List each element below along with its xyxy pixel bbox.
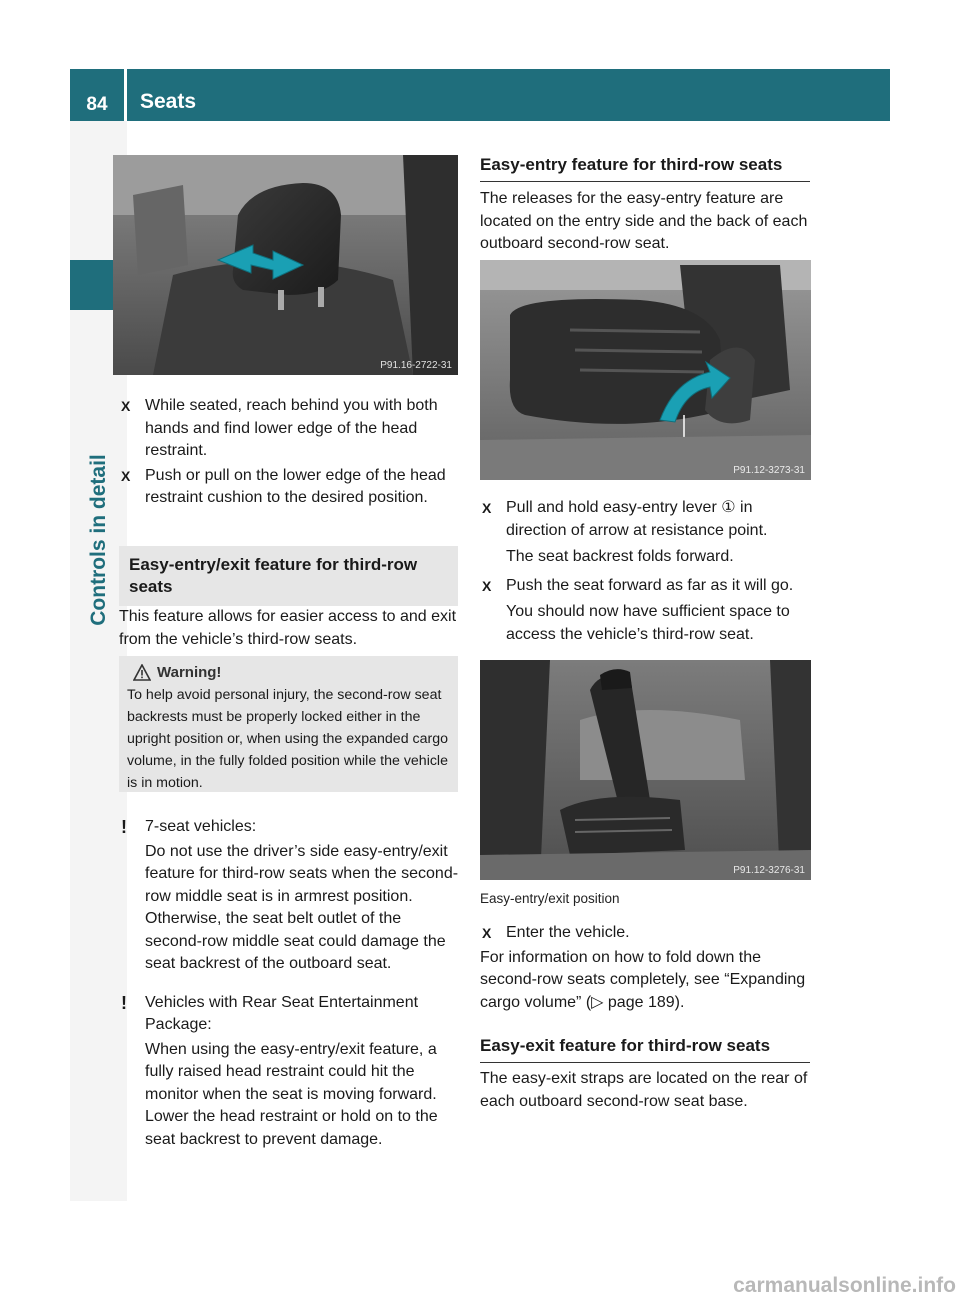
note-text: Do not use the driver’s side easy-entry/exit feature for third-row seats when the second-row middle seat is in armrest position. Otherwise, the seat belt outlet of the second-row middle seat could damage the seat backrest of the outboard seat. [145, 842, 459, 972]
step-marker: X [121, 398, 131, 414]
warning-triangle-icon [133, 664, 151, 682]
step-text: Push the seat forward as far as it will go. [506, 576, 794, 594]
right-paragraph [480, 188, 815, 256]
section-heading: Easy-entry/exit feature for third-row seats [119, 546, 458, 606]
step-item [480, 575, 815, 598]
step-text: Pull and hold easy-entry lever ① in direction of arrow at resistance point. [506, 499, 768, 539]
note-lead: 7-seat vehicles: [145, 818, 257, 835]
step-marker: X [121, 467, 131, 484]
section-heading: Easy-exit feature for third-row seats [480, 1036, 810, 1063]
right-paragraph [480, 1068, 815, 1113]
page-number: 84 [86, 94, 108, 115]
step-item [480, 922, 815, 945]
page-title: Seats [140, 90, 197, 113]
note-item [119, 816, 461, 976]
note-marker: ! [121, 992, 127, 1013]
section-heading: Easy-entry feature for third-row seats [480, 155, 810, 182]
step-marker: X [482, 577, 492, 594]
note-item [119, 992, 461, 1152]
step-text: Push or pull on the lower edge of the head restraint cushion to the desired position. [145, 466, 446, 506]
step-marker: X [482, 925, 492, 941]
left-steps [119, 395, 461, 512]
right-steps-2 [480, 922, 815, 1014]
paragraph-text: The easy-exit straps are located on the rear of each outboard second-row seat base. [480, 1070, 808, 1110]
step-text: While seated, reach behind you with both hands and find lower edge of the head restraint. [145, 397, 438, 459]
notes [119, 816, 461, 1151]
note-text: When using the easy-entry/exit feature, a fully raised head restraint could hit the monitor when the seat is moving forward. Lower the head restraint or hold on to the seat backrest to prevent damage. [145, 1040, 438, 1148]
step-item [119, 395, 461, 463]
warning-heading [127, 662, 450, 684]
photo-easy-entry-exit-position [480, 660, 811, 880]
image-code: P91.12-3273-31 [733, 465, 805, 476]
warning-text: To help avoid personal injury, the second-row seat backrests must be properly locked either in the upright position or, when using the expanded cargo volume, in the fully folded position while the vehicle is in motion. [127, 687, 449, 791]
note-lead: Vehicles with Rear Seat Entertainment Package: [145, 993, 419, 1033]
image-code: P91.16-2722-31 [380, 360, 452, 371]
header-divider [124, 69, 127, 121]
chapter-label: Controls in detail [87, 454, 110, 626]
right-steps-1 [480, 497, 815, 648]
warning-box [119, 656, 458, 792]
intro-paragraph [119, 606, 461, 651]
figure-caption: Easy-entry/exit position [480, 891, 620, 906]
step-item [119, 465, 461, 510]
step-text: Enter the vehicle. [506, 924, 630, 941]
photo-head-restraint [113, 155, 458, 375]
step-result: You should now have sufficient space to access the vehicle’s third-row seat. [506, 603, 790, 643]
image-code: P91.12-3276-31 [733, 865, 805, 876]
note-marker: ! [121, 817, 127, 837]
paragraph-text: For information on how to fold down the second-row seats completely, see “Expanding cargo volume” (▷ page 189). [480, 948, 806, 1011]
step-marker: X [482, 500, 492, 516]
warning-title: Warning! [157, 664, 222, 681]
paragraph-text: The releases for the easy-entry feature are located on the entry side and the back of each outboard second-row seat. [480, 190, 808, 252]
watermark: carmanualsonline.info [733, 1274, 956, 1297]
step-item [480, 497, 815, 542]
intro-text: This feature allows for easier access to and exit from the vehicle’s third-row seats. [119, 608, 457, 648]
step-result: The seat backrest folds forward. [506, 548, 734, 565]
photo-easy-entry-lever [480, 260, 811, 480]
